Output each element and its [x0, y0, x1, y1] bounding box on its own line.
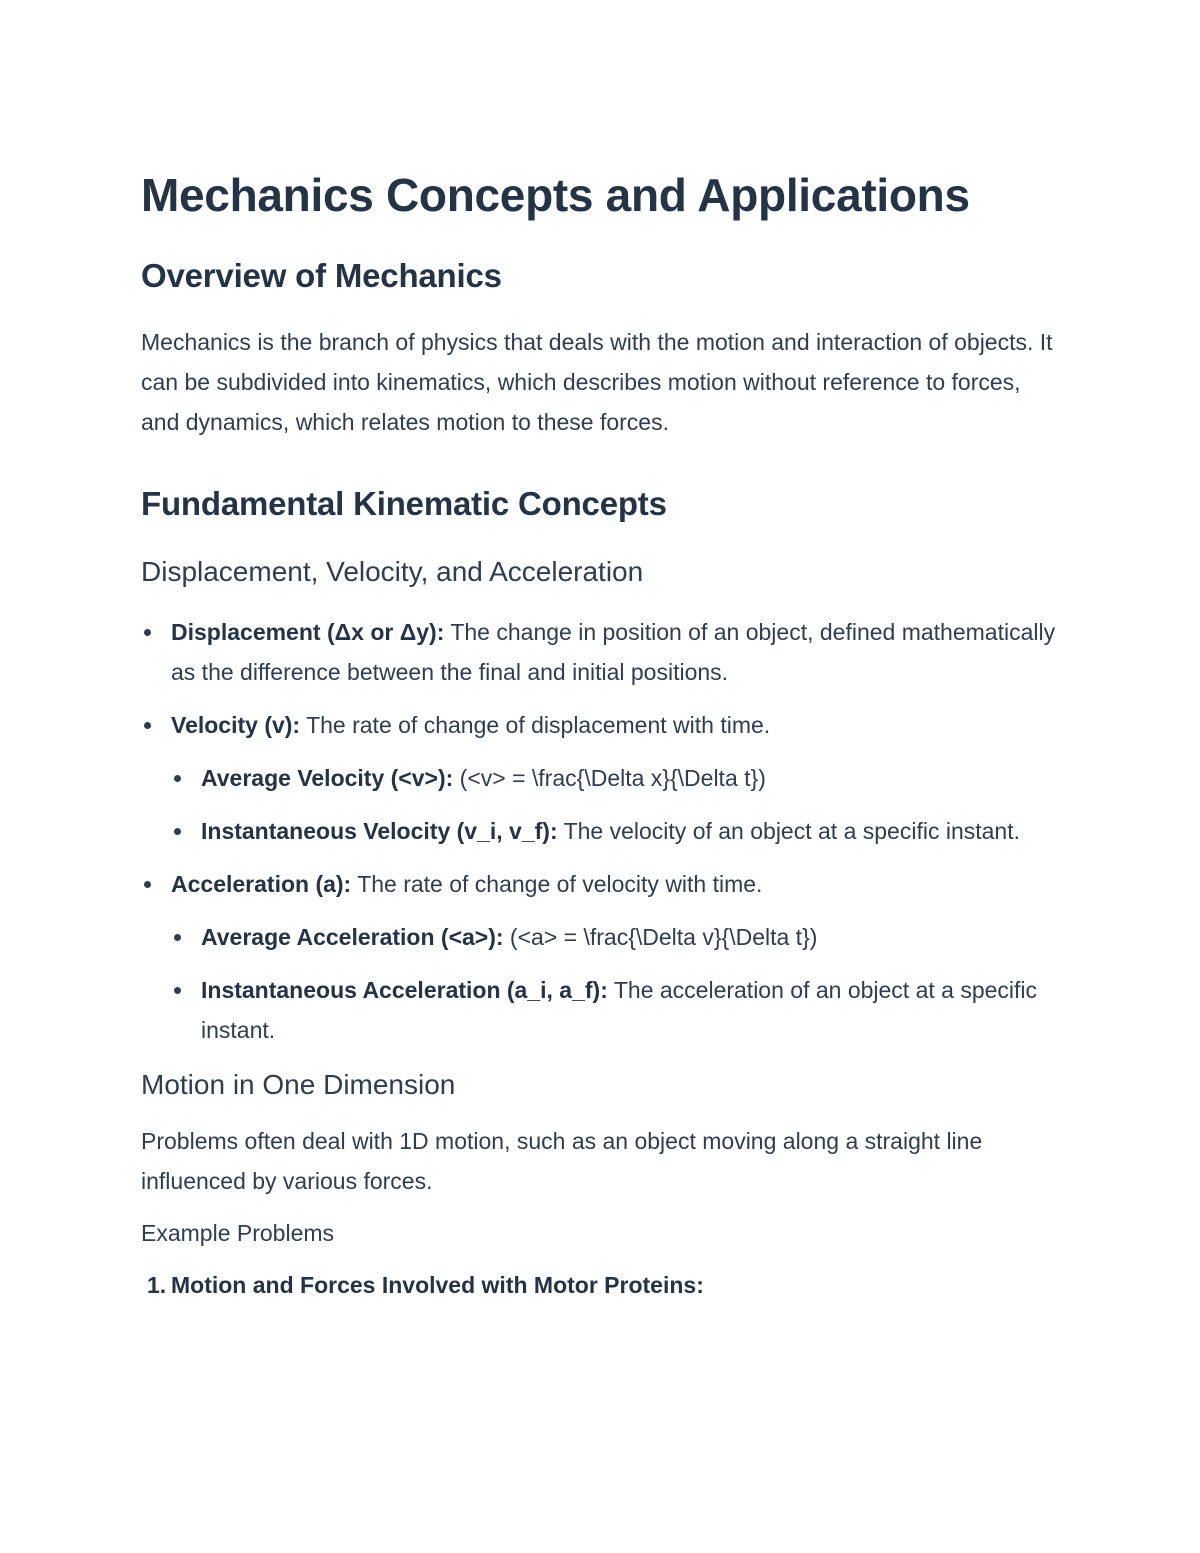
concepts-list	[141, 612, 1061, 1050]
term-velocity: Velocity (v):	[171, 712, 301, 738]
list-item-instantaneous-acceleration	[171, 970, 1061, 1050]
definition-acceleration: The rate of change of velocity with time.	[351, 871, 763, 897]
acceleration-sublist	[171, 917, 1061, 1050]
term-acceleration: Acceleration (a):	[171, 871, 352, 897]
one-dimension-paragraph: Problems often deal with 1D motion, such as an object moving along a straight line influenced by various forces.	[141, 1128, 983, 1194]
example-problems-list	[141, 1265, 1061, 1305]
term-average-acceleration: Average Acceleration (<a>):	[201, 924, 504, 950]
list-item-average-acceleration	[171, 917, 1061, 957]
overview-heading: Overview of Mechanics	[141, 257, 502, 294]
term-instantaneous-velocity: Instantaneous Velocity (v_i, v_f):	[201, 818, 558, 844]
formula-average-velocity: (<v> = \frac{\Delta x}{\Delta t})	[453, 765, 766, 791]
term-instantaneous-acceleration: Instantaneous Acceleration (a_i, a_f):	[201, 977, 608, 1003]
dva-heading: Displacement, Velocity, and Acceleration	[141, 556, 644, 587]
document-title: Mechanics Concepts and Applications	[141, 169, 970, 221]
definition-velocity: The rate of change of displacement with time.	[300, 712, 771, 738]
example-problems-heading: Example Problems	[141, 1220, 335, 1246]
bullet-icon	[144, 881, 151, 888]
term-average-velocity: Average Velocity (<v>):	[201, 765, 454, 791]
velocity-sublist	[171, 758, 1061, 851]
list-item-acceleration	[141, 864, 1061, 1050]
bullet-icon	[174, 934, 181, 941]
overview-paragraph: Mechanics is the branch of physics that deals with the motion and interaction of objects. It can be subdivided into kinematics, which describes motion without reference to forces, and dynamics, which relates motion to these forces.	[141, 329, 1053, 435]
bullet-icon	[174, 987, 181, 994]
kinematic-concepts-heading: Fundamental Kinematic Concepts	[141, 485, 667, 522]
example-problem-item	[141, 1265, 1061, 1305]
definition-instantaneous-acceleration: The acceleration of an object at a specific instant.	[201, 977, 1038, 1043]
list-item-displacement	[141, 612, 1061, 692]
definition-displacement: The change in position of an object, defined mathematically as the difference between the final and initial positions.	[171, 619, 1056, 685]
example-problem-title: Motion and Forces Involved with Motor Proteins:	[171, 1272, 704, 1298]
one-dimension-heading: Motion in One Dimension	[141, 1069, 456, 1100]
term-displacement: Displacement (Δx or Δy):	[171, 619, 445, 645]
formula-average-acceleration: (<a> = \frac{\Delta v}{\Delta t})	[503, 924, 818, 950]
bullet-icon	[144, 629, 151, 636]
definition-instantaneous-velocity: The velocity of an object at a specific instant.	[557, 818, 1020, 844]
document-page	[141, 160, 1061, 1305]
list-item-average-velocity	[171, 758, 1061, 798]
bullet-icon	[174, 775, 181, 782]
item-number: 1.	[147, 1272, 167, 1298]
bullet-icon	[144, 722, 151, 729]
list-item-velocity	[141, 705, 1061, 851]
bullet-icon	[174, 828, 181, 835]
list-item-instantaneous-velocity	[171, 811, 1061, 851]
